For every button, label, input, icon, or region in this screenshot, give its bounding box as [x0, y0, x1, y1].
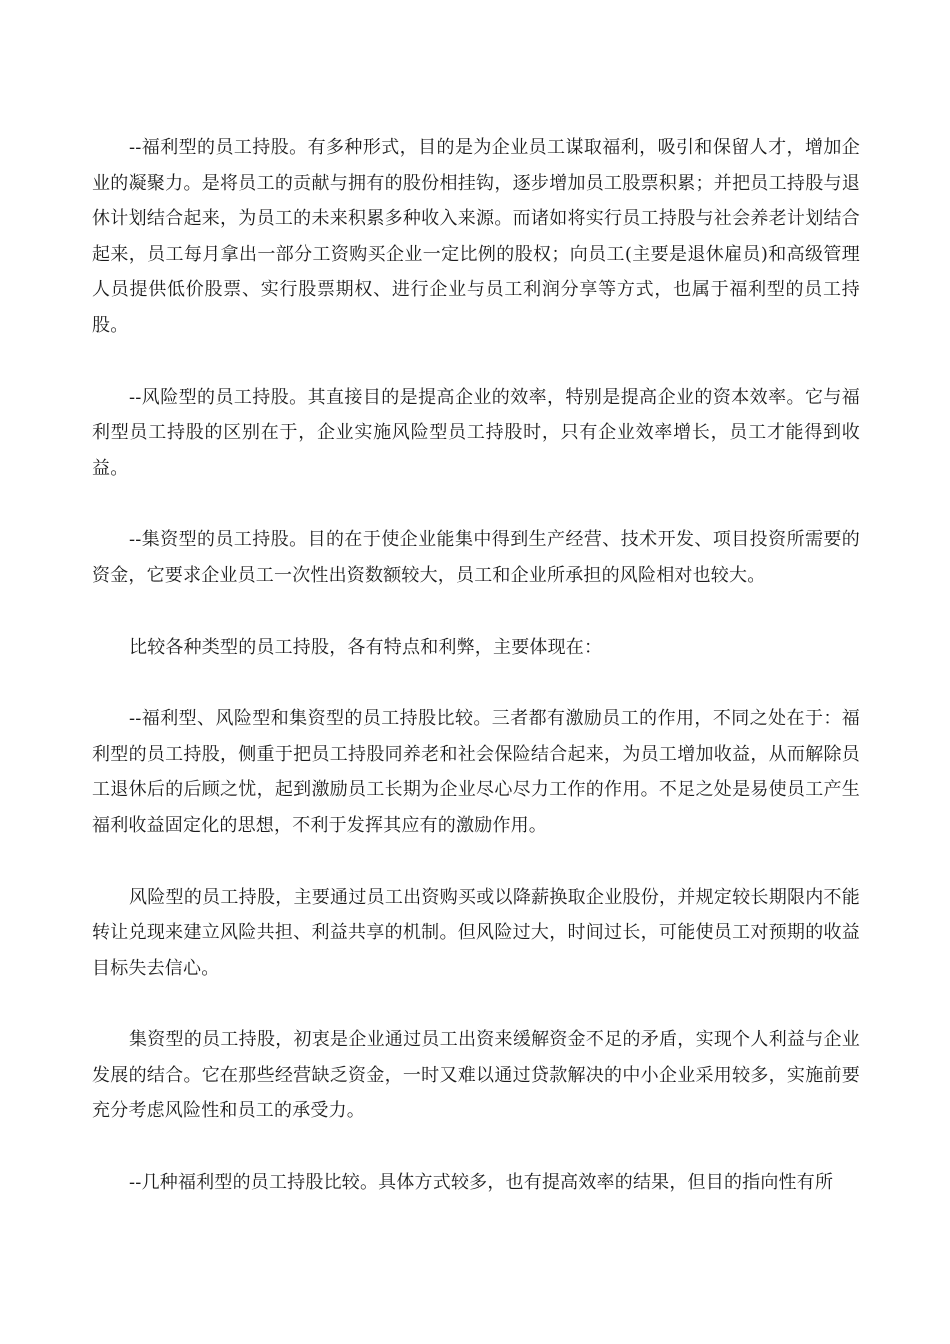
paragraph-comparison-intro: 比较各种类型的员工持股，各有特点和利弊，主要体现在：: [129, 636, 603, 658]
paragraph-three-types-comparison: --福利型、风险型和集资型的员工持股比较。三者都有激励员工的作用，不同之处在于：福利型的员工持股，侧重于把员工持股同养老和社会保险结合起来，为员工增加收益，从而解除员工退休后的后顾之忧，起到激励员工长期为企业尽心尽力工作的作用。不足之处是易使员工产生福利收益固定化的思想，不利于发挥其应有的激励作用。: [92, 708, 860, 836]
document-body: [92, 130, 860, 1237]
paragraph-risk-type-analysis: 风险型的员工持股，主要通过员工出资购买或以降薪换取企业股份，并规定较长期限内不能转让兑现来建立风险共担、利益共享的机制。但风险过大，时间过长，可能使员工对预期的收益目标失去信心。: [92, 886, 860, 979]
paragraph-fundraising-type-analysis: 集资型的员工持股，初衷是企业通过员工出资来缓解资金不足的矛盾，实现个人利益与企业发展的结合。它在那些经营缺乏资金，一时又难以通过贷款解决的中小企业采用较多，实施前要充分考虑风险性和员工的承受力。: [92, 1029, 860, 1122]
paragraph-fundraising-type: --集资型的员工持股。目的在于使企业能集中得到生产经营、技术开发、项目投资所需要的资金，它要求企业员工一次性出资数额较大，员工和企业所承担的风险相对也较大。: [92, 529, 860, 586]
paragraph-welfare-type: --福利型的员工持股。有多种形式，目的是为企业员工谋取福利，吸引和保留人才，增加企业的凝聚力。是将员工的贡献与拥有的股份相挂钩，逐步增加员工股票积累；并把员工持股与退休计划结合起来，为员工的未来积累多种收入来源。而诸如将实行员工持股与社会养老计划结合起来，员工每月拿出一部分工资购买企业一定比例的股权；向员工(主要是退休雇员)和高级管理人员提供低价股票、实行股票期权、进行企业与员工利润分享等方式，也属于福利型的员工持股。: [92, 137, 860, 336]
paragraph-welfare-types-comparison: --几种福利型的员工持股比较。具体方式较多，也有提高效率的结果，但目的指向性有所: [129, 1172, 834, 1194]
paragraph-risk-type: --风险型的员工持股。其直接目的是提高企业的效率，特别是提高企业的资本效率。它与福利型员工持股的区别在于，企业实施风险型员工持股时，只有企业效率增长，员工才能得到收益。: [92, 386, 860, 479]
